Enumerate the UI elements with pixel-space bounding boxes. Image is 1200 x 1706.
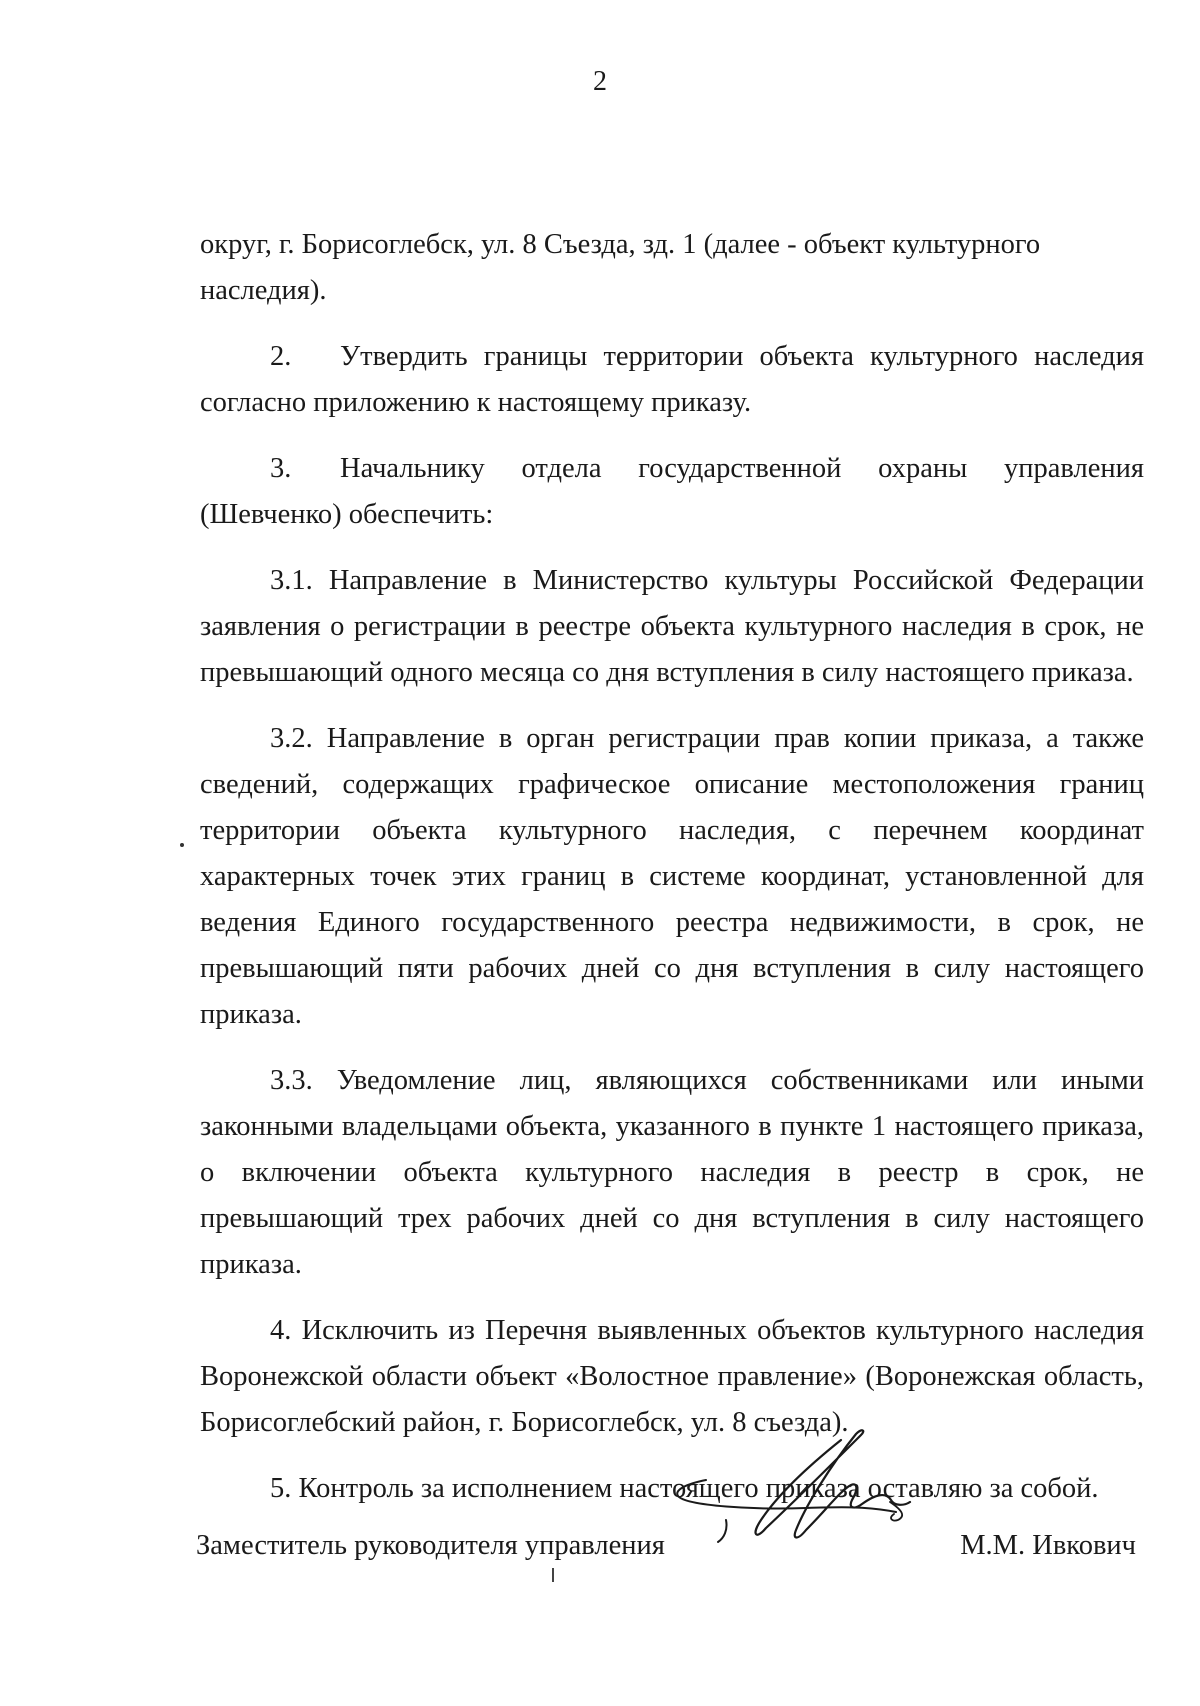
paragraph-number: 2. (270, 341, 292, 372)
handwritten-signature (666, 1420, 966, 1560)
scan-speck (180, 843, 184, 847)
paragraph-item-2 (200, 334, 1144, 426)
paragraph-item-3 (200, 446, 1144, 538)
paragraph-text: Утвердить границы территории объекта культурного наследия согласно приложению к настоящему приказу. (200, 341, 1144, 418)
signatory-name: М.М. Ивкович (960, 1530, 1136, 1561)
paragraph-item-3-2: 3.2. Направление в орган регистрации прав копии приказа, а также сведений, содержащих графическое описание местоположения границ территории объекта культурного наследия, с перечнем координат характерных точек этих границ в системе координат, установленной для ведения Единого государственного реестра недвижимости, в срок, не превышающий пяти рабочих дней со дня вступления в силу настоящего приказа. (200, 723, 1144, 1030)
signature-block (196, 1420, 1156, 1560)
signatory-title: Заместитель руководителя управления (196, 1530, 665, 1561)
paragraph-continuation: округ, г. Борисоглебск, ул. 8 Съезда, зд. 1 (далее - объект культурного наследия). (200, 229, 1041, 306)
document-body (200, 222, 1144, 1512)
paragraph-item-3-3: 3.3. Уведомление лиц, являющихся собственниками или иными законными владельцами объекта, указанного в пункте 1 настоящего приказа, о включении объекта культурного наследия в реестр в срок, не превышающий трех рабочих дней со дня вступления в силу настоящего приказа. (200, 1065, 1144, 1280)
paragraph-number: 3. (270, 453, 292, 484)
page-number: 2 (593, 66, 607, 97)
scan-mark (552, 1568, 554, 1582)
paragraph-item-5: 5. Контроль за исполнением настоящего приказа оставляю за собой. (270, 1473, 1099, 1504)
paragraph-item-4: 4. Исключить из Перечня выявленных объектов культурного наследия Воронежской области объект «Волостное правление» (Воронежская область, Борисоглебский район, г. Борисоглебск, ул. 8 съезда). (200, 1315, 1144, 1438)
paragraph-item-3-1: 3.1. Направление в Министерство культуры Российской Федерации заявления о регистрации в реестре объекта культурного наследия в срок, не превышающий одного месяца со дня вступления в силу настоящего приказа. (200, 565, 1144, 688)
paragraph-text: Начальнику отдела государственной охраны управления (Шевченко) обеспечить: (200, 453, 1144, 530)
